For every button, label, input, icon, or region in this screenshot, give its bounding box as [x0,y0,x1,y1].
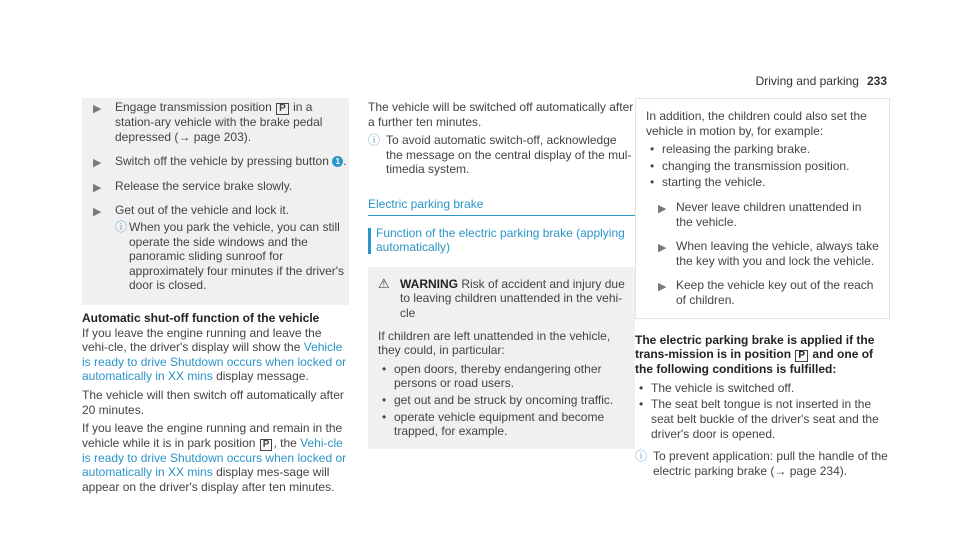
step-text: Keep the vehicle key out of the reach of children. [676,278,874,307]
step [646,200,879,229]
step-engage-p [82,100,349,144]
arrow-icon: ▶ [93,181,102,194]
list-item [378,410,625,439]
step [646,239,879,268]
item-text: starting the vehicle. [662,175,766,190]
note-text: When you park the vehicle, you can still operate the side windows and the panoramic sliding sunroof for approximately four minutes if the driver's door is closed. [129,219,345,293]
step-text: . [343,154,347,169]
text: display message. [216,369,309,384]
item-text: operate vehicle equipment and become trapped, for example. [394,409,605,439]
item-text: releasing the parking brake. [662,142,811,157]
arrow-icon: ▶ [658,242,667,255]
paragraph [82,326,349,384]
item-text: The vehicle is switched off. [651,380,795,395]
paragraph [82,421,349,494]
bullet-icon: • [382,392,387,407]
list-item [646,175,879,190]
bullet-icon: • [650,175,655,190]
gear-p-icon: P [795,350,808,362]
item-text: open doors, thereby endangering other persons or road users. [394,361,602,391]
item-text: changing the transmission position. [662,158,850,173]
arrow-icon: ▶ [93,206,102,219]
step-text: Get out of the vehicle and lock it. [115,203,290,218]
note [368,133,635,177]
step-text: in a station-ary vehicle with the brake pedal depressed (→ page 203). [115,100,323,144]
button-1-badge: 1 [332,156,343,167]
note-text: To avoid automatic switch-off, acknowledge the message on the central display of the mul-timedia system. [386,133,632,177]
arrow-icon: ▶ [658,281,667,294]
step-text: Switch off the vehicle by pressing button [115,154,329,169]
section-name: Driving and parking [755,74,859,88]
paragraph: The vehicle will be switched off automatically after a further ten minutes. [368,100,634,129]
bullet-icon: • [382,409,387,424]
display-message-link: Vehicle is ready to drive Shutdown occurs when locked or automatically in XX mins [82,340,347,384]
text: If you leave the engine running and leave the vehi-cle, the driver's display will show the [82,325,322,355]
step-text: When leaving the vehicle, always take the key with you and lock the vehicle. [676,239,879,268]
arrow-icon: ▶ [658,202,667,215]
column-2 [368,100,635,455]
warning-box [368,267,635,449]
subsection-title: Function of the electric parking brake (applying automatically) [368,226,635,255]
text: display mes-sage will appear on the driver's display after ten minutes. [82,465,335,494]
column-3 [635,98,890,478]
heading-auto-shutoff: Automatic shut-off function of the vehicle [82,310,320,325]
step-text: Never leave children unattended in the vehicle. [676,199,862,229]
note [115,220,349,293]
list-item [378,393,625,408]
column-1 [82,98,349,498]
warning-label: WARNING [400,276,458,291]
page-header [756,74,887,89]
warning-intro: If children are left unattended in the vehicle, they could, in particular: [378,328,611,358]
step-text: Engage transmission position [115,100,272,114]
bullet-icon: • [382,361,387,376]
step-release-brake [82,179,349,194]
list-item [635,381,890,396]
step-switch-off [82,154,349,169]
step-text: Release the service brake slowly. [115,178,293,193]
paragraph: In addition, the children could also set the vehicle in motion by, for example: [646,109,867,138]
page-number: 233 [866,74,887,88]
step [646,278,879,307]
list-item [378,362,625,391]
warning-icon: ⚠ [378,275,390,291]
item-text: get out and be struck by oncoming traffic. [394,392,614,407]
gear-p-icon: P [276,103,289,115]
item-text: The seat belt tongue is not inserted in the seat belt buckle of the driver's seat and the driver's door is opened. [651,397,879,441]
arrow-icon: ▶ [93,103,102,115]
warning-header [378,277,625,321]
text: If you leave the engine running and remain in the vehicle while it is in park position [82,421,343,450]
warning-text: Risk of accident and injury due to leaving children unattended in the vehi-cle [400,276,625,320]
info-icon: ⓘ [115,219,128,234]
warning-continuation [635,98,890,319]
step-lock [82,203,349,218]
paragraph: The vehicle will then switch off automatically after 20 minutes. [82,387,344,417]
info-icon: ⓘ [635,449,648,464]
step-group [82,98,349,305]
display-message-link: Vehi-cle is ready to drive Shutdown occurs when locked or automatically in XX mins [82,435,347,480]
list-item [646,159,879,174]
heading-brake-applied [635,333,890,377]
text: The electric parking brake is applied if the trans-mission is in position [635,332,875,362]
info-icon: ⓘ [368,133,381,148]
bullet-icon: • [650,158,655,173]
bullet-icon: • [639,397,644,412]
list-item [635,397,890,441]
text: , the [273,435,297,450]
gear-p-icon: P [260,439,273,451]
list-item [646,142,879,157]
arrow-icon: ▶ [93,157,102,170]
bullet-icon: • [650,142,655,157]
bullet-icon: • [639,380,644,395]
note-text: To prevent application: pull the handle of the electric parking brake (→ page 234). [653,449,888,478]
section-title: Electric parking brake [368,197,635,216]
text: and one of the following conditions is fulfilled: [635,347,874,377]
note [635,449,890,478]
